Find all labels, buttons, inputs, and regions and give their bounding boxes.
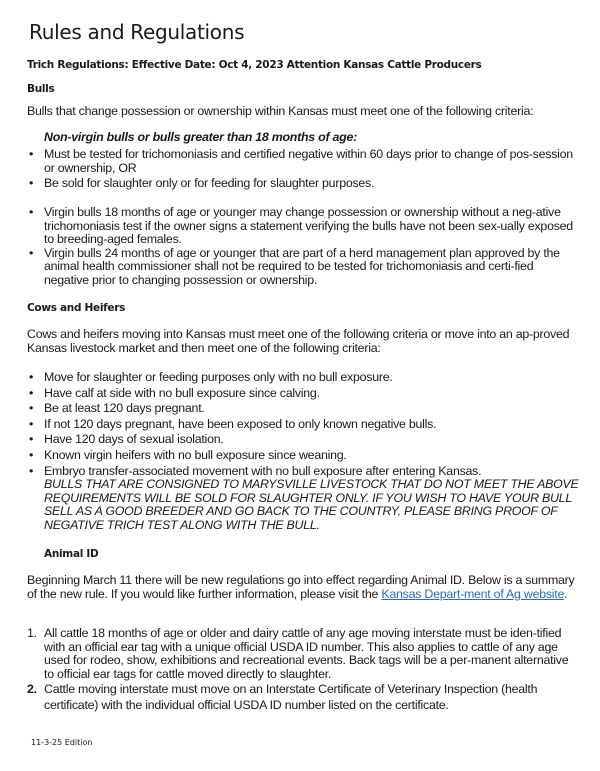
list-number: 2. xyxy=(27,682,37,697)
list-item xyxy=(27,681,579,713)
cows-list xyxy=(27,371,579,533)
list-item-text: All cattle 18 months of age or older and dairy cattle of any age moving interstate must be iden-tified with an official ear tag with a unique official USDA ID number. This also applies to cattle of any age used for rodeo, show, exhibitions and recreational events. Back tags will be a per-manent alternative to official ear tags for cattle moved directly to slaughter. xyxy=(44,626,569,681)
list-item: • Must be tested for trichomoniasis and certified negative within 60 days prior to change of pos-session or ownership, OR xyxy=(27,148,579,175)
list-item: • If not 120 days pregnant, have been exposed to only known negative bulls. xyxy=(27,418,579,432)
marysville-notice: BULLS THAT ARE CONSIGNED TO MARYSVILLE LIVESTOCK THAT DO NOT MEET THE ABOVE REQUIREMENTS WILL BE SOLD FOR SLAUGHTER ONLY. IF YOU WISH TO HAVE YOUR BULL SELL AS A GOOD BREEDER AND GO BACK TO THE COUNTRY, PLEASE BRING PROOF OF NEGATIVE TRICH TEST ALONG WITH THE BULL. xyxy=(44,477,579,532)
bulls-subheading-text: Non-virgin bulls or bulls greater than 18 months of age: xyxy=(44,130,358,144)
list-item: • Known virgin heifers with no bull exposure since weaning. xyxy=(27,449,579,463)
animal-id-heading: Animal ID xyxy=(44,548,99,560)
bulls-list-a xyxy=(27,148,579,191)
bulls-intro: Bulls that change possession or ownership within Kansas must meet one of the following criteria: xyxy=(27,104,534,118)
list-item: • Virgin bulls 18 months of age or younger may change possession or ownership without a neg-ative trichomoniasis test if the owner signs a statement verifying the bulls have not been sex-ually exposed to breeding-aged females. xyxy=(27,206,579,247)
animal-id-intro-end: . xyxy=(564,586,568,601)
list-item-text: Embryo transfer-associated movement with no bull exposure after entering Kansas. xyxy=(44,463,482,478)
list-item-text: Cattle moving interstate must move on an Interstate Certificate of Veterinary Inspection (health certificate) with the individual official USDA ID number listed on the certificate. xyxy=(44,682,538,713)
trich-regulations-line: Trich Regulations: Effective Date: Oct 4, 2023 Attention Kansas Cattle Producers xyxy=(27,59,482,71)
bulls-subheading xyxy=(27,131,579,145)
list-item: • Be at least 120 days pregnant. xyxy=(27,402,579,416)
list-item: • Virgin bulls 24 months of age or younger that are part of a herd management plan approved by the animal health commissioner shall not be required to be tested for trichomoniasis and certi-fied negative prior to changing possession or ownership. xyxy=(27,247,579,288)
list-item: • Have 120 days of sexual isolation. xyxy=(27,433,579,447)
cows-intro: Cows and heifers moving into Kansas must meet one of the following criteria or move into an ap-proved Kansas livestock market and then meet one of the following criteria: xyxy=(27,327,570,355)
list-item: • Be sold for slaughter only or for feeding for slaughter purposes. xyxy=(27,177,579,191)
page-title: Rules and Regulations xyxy=(29,20,245,44)
animal-id-intro xyxy=(27,574,579,601)
list-item: • Have calf at side with no bull exposure since calving. xyxy=(27,387,579,401)
animal-id-intro-text: Beginning March 11 there will be new regulations go into effect regarding Animal ID. Below is a summary of the new rule. If you would like further information, please visit the xyxy=(27,573,575,601)
bulls-heading: Bulls xyxy=(27,83,55,95)
list-item xyxy=(27,465,579,533)
list-number: 1. xyxy=(27,626,37,640)
cows-heading: Cows and Heifers xyxy=(27,302,126,314)
edition-label: 11-3-25 Edition xyxy=(31,738,93,747)
list-item: • Move for slaughter or feeding purposes only with no bull exposure. xyxy=(27,371,579,385)
bulls-list-b xyxy=(27,206,579,288)
list-item xyxy=(27,627,579,681)
animal-id-list xyxy=(27,627,579,713)
kansas-dept-ag-link[interactable]: Kansas Depart-ment of Ag website xyxy=(381,586,565,601)
